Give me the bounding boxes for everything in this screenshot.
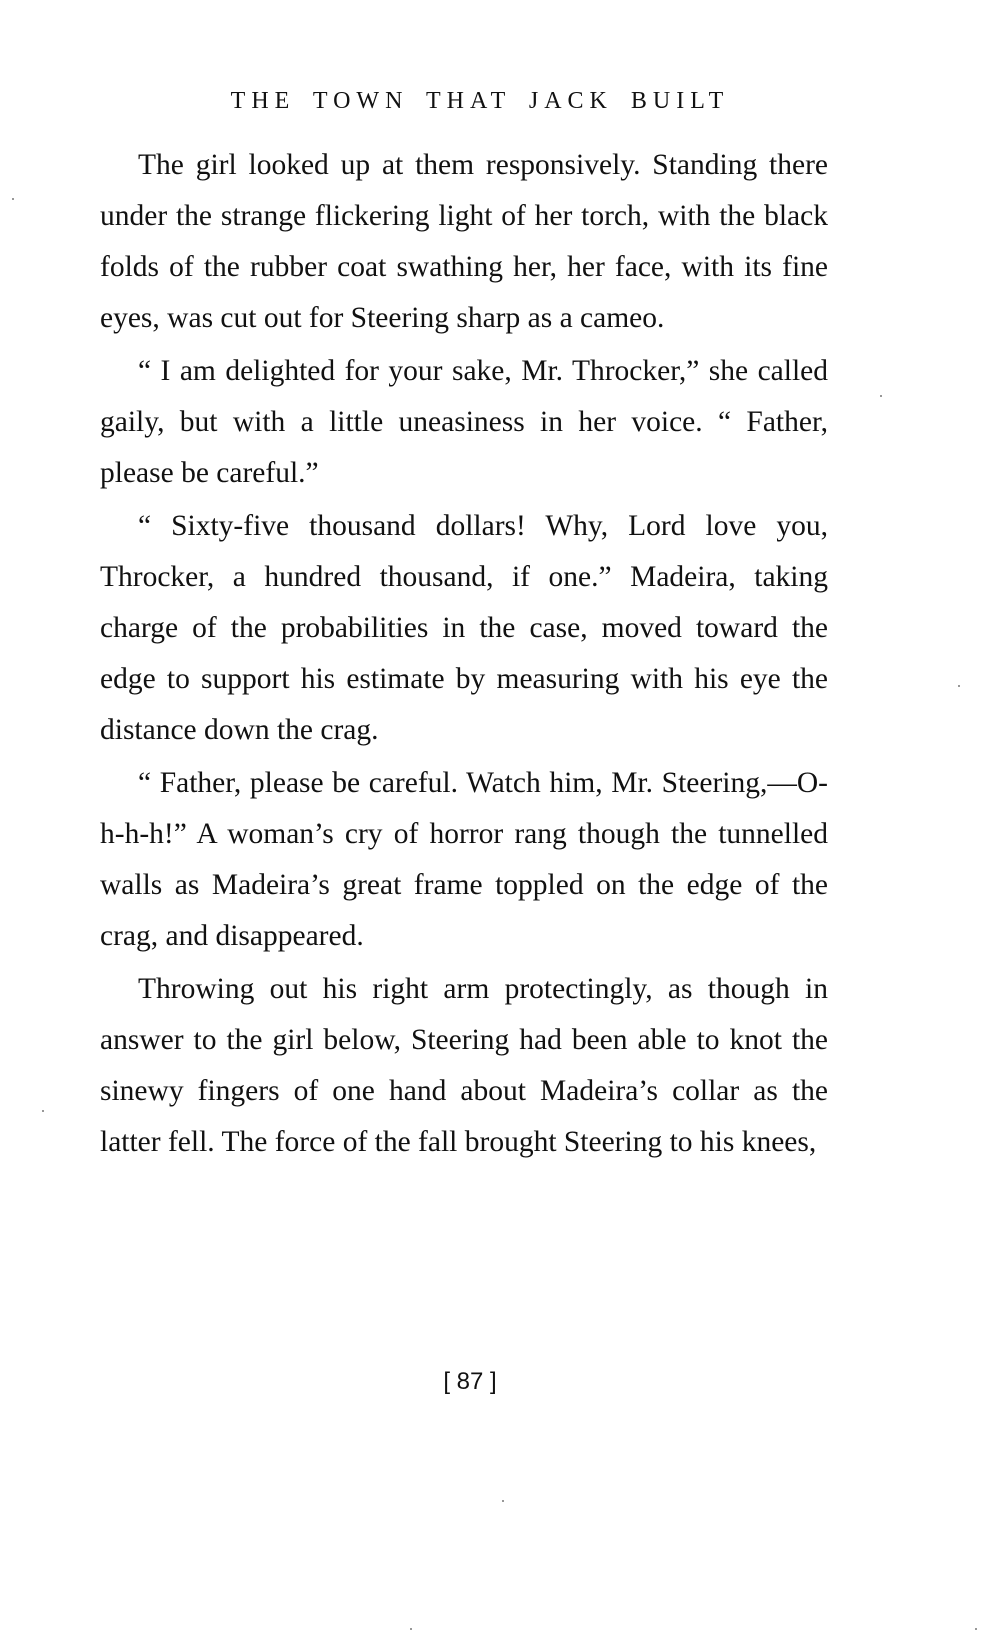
body-text bbox=[100, 140, 828, 1170]
running-head: THE TOWN THAT JACK BUILT bbox=[230, 88, 730, 114]
paper-speck bbox=[410, 1628, 412, 1630]
paragraph-2: “ I am delighted for your sake, Mr. Throcker,” she called gaily, but with a little uneasiness in her voice. “ Father, please be careful.” bbox=[100, 355, 828, 489]
paper-speck bbox=[12, 198, 14, 200]
paragraph-3: “ Sixty-five thousand dollars! Why, Lord love you, Throcker, a hundred thousand, if one.” Madeira, taking charge of the probabilities in the case, moved toward the edge to support his estimate by measuring with his eye the distance down the crag. bbox=[100, 510, 828, 746]
paper-speck bbox=[975, 1628, 977, 1630]
paper-speck bbox=[42, 1110, 44, 1112]
paper-speck bbox=[502, 1500, 504, 1502]
page-number: [ 87 ] bbox=[443, 1368, 497, 1395]
paragraph-1: The girl looked up at them responsively. Standing there under the strange flickering light of her torch, with the black folds of the rubber coat swathing her, her face, with its fine eyes, was cut out for Steering sharp as a cameo. bbox=[100, 149, 828, 334]
paragraph-5: Throwing out his right arm protectingly, as though in answer to the girl below, Steering had been able to knot the sinewy fingers of one hand about Madeira’s collar as the latter fell. The force of the fall brought Steering to his knees, bbox=[100, 973, 828, 1158]
paper-speck bbox=[880, 395, 882, 397]
paragraph-4: “ Father, please be careful. Watch him, Mr. Steering,—O-h-h-h!” A woman’s cry of horror rang though the tunnelled walls as Madeira’s great frame toppled on the edge of the crag, and disappeared. bbox=[100, 767, 828, 952]
paper-speck bbox=[958, 685, 960, 687]
